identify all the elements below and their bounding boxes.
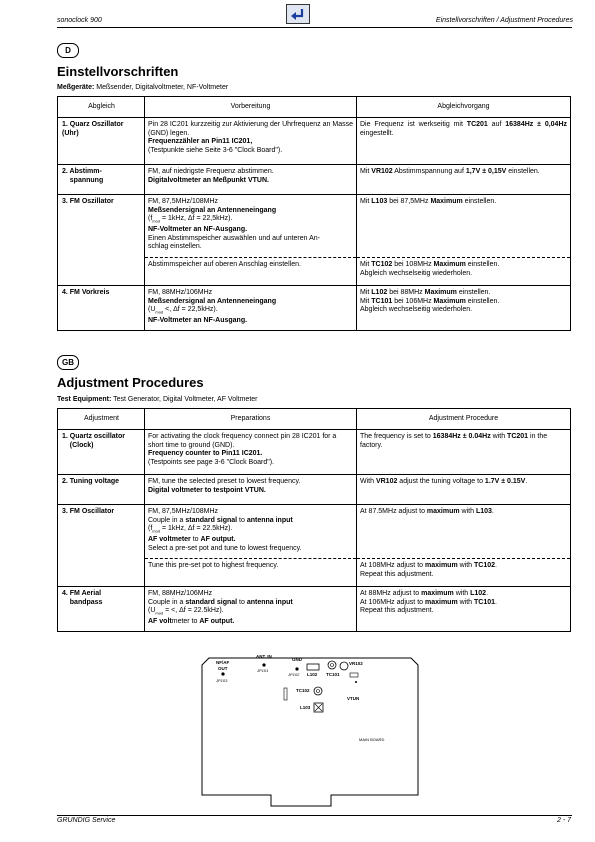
equipment-de: Meßgeräte: Meßsender, Digitalvoltmeter, NF-Voltmeter	[57, 84, 229, 91]
label-tc101: TC101	[326, 672, 340, 677]
label-nf-af: NF/AF	[216, 660, 230, 665]
label-main-board: MAIN BOARD	[359, 737, 385, 742]
main-board-diagram	[201, 654, 419, 807]
table-row	[58, 430, 571, 475]
preparation-cell: Pin 28 IC201 kurzzeitig zur Aktivierung der Uhrfrequenz an Masse (GND) legen. Frequenzzähler an Pin11 IC201, (Testpunkte siehe Seite 3-6 "Clock Board").	[145, 118, 357, 165]
preparation-cell: FM, 88MHz/106MHz Couple in a standard signal to antenna input ($U_{mod}$ = <, Δf = 22.5kHz). AF voltmeter to AF output.	[145, 587, 357, 632]
label-vr102: VR102	[349, 661, 363, 666]
label-gnd: GND	[292, 657, 302, 662]
header-left: sonoclock 900	[57, 17, 102, 24]
procedure-cell: With VR102 adjust the tuning voltage to 1.7V ± 0.15V.	[357, 475, 571, 505]
preparation-cell: FM, 88MHz/106MHz Meßsendersignal an Antenneneingang ($U_{mod}$ <, Δf = 22,5kHz). NF-Voltmeter an NF-Ausgang.	[145, 286, 357, 331]
table-row	[58, 195, 571, 286]
label-jp103: JP103	[216, 678, 228, 683]
section-title-de: Einstellvorschriften	[57, 64, 179, 79]
adjustment-table-gb	[57, 408, 571, 632]
procedure-cell: At 88MHz adjust to maximum with L102. At 106MHz adjust to maximum with TC101. Repeat this adjustment.	[357, 587, 571, 632]
adjustment-table-de	[57, 96, 571, 331]
procedure-cell: At 87.5MHz adjust to maximum with L103. At 108MHz adjust to maximum with TC102. Repeat this adjustment.	[357, 505, 571, 587]
preparation-cell: For activating the clock frequency connect pin 28 IC201 for a short time to ground (GND). Frequency counter to Pin11 IC201. (Testpoints see page 3-6 "Clock Board").	[145, 430, 357, 475]
preparation-cell: FM, 87,5MHz/108MHz Couple in a standard signal to antenna input ($f_{mod} = 1kHz$, Δf = 22.5kHz). AF voltmeter to AF output. Select a pre-set pot and tune to lowest frequency. Tune this pre-set pot to highest frequency.	[145, 505, 357, 587]
preparation-cell: FM, tune the selected preset to lowest frequency. Digital voltmeter to testpoint VTUN.	[145, 475, 357, 505]
row-name: 4. FM Aerial bandpass	[58, 587, 145, 632]
column-header: Preparations	[145, 409, 357, 430]
table-row	[58, 587, 571, 632]
procedure-cell: Mit VR102 Abstimmspannung auf 1,7V ± 0,15V einstellen.	[357, 165, 571, 195]
label-l102: L102	[307, 672, 318, 677]
preparation-cell: FM, 87,5MHz/108MHz Meßsendersignal an Antenneneingang ($f_{mod} = 1kHz$, Δf = 22,5kHz). NF-Voltmeter an NF-Ausgang. Einen Abstimmspeicher auswählen und auf unteren An- schlag einstellen. Abstimmspeicher auf oberen Anschlag einstellen.	[145, 195, 357, 286]
language-badge-gb: GB	[57, 355, 79, 370]
row-name: 2. Tuning voltage	[58, 475, 145, 505]
row-name: 1. Quartz oscillator (Clock)	[58, 430, 145, 475]
table-row	[58, 165, 571, 195]
label-l103: L103	[300, 705, 311, 710]
column-header: Abgleich	[58, 97, 145, 118]
table-row	[58, 286, 571, 331]
back-button[interactable]	[286, 4, 310, 24]
label-out: OUT	[218, 666, 228, 671]
procedure-cell: Die Frequenz ist werkseitig mit TC201 auf 16384Hz ± 0,04Hz eingestellt.	[357, 118, 571, 165]
column-header: Adjustment Procedure	[357, 409, 571, 430]
header-right: Einstellvorschriften / Adjustment Procedures	[435, 17, 573, 24]
row-name: 2. Abstimm- spannung	[58, 165, 145, 195]
column-header: Vorbereitung	[145, 97, 357, 118]
equipment-gb: Test Equipment: Test Generator, Digital Voltmeter, AF Voltmeter	[57, 396, 258, 403]
return-arrow-icon	[287, 5, 309, 23]
procedure-cell: Mit L103 bei 87,5MHz Maximum einstellen. Mit TC102 bei 108MHz Maximum einstellen. Abgleich wechselseitig wiederholen.	[357, 195, 571, 286]
label-tc102: TC102	[296, 688, 310, 693]
table-row	[58, 475, 571, 505]
row-name: 1. Quarz Oszillator (Uhr)	[58, 118, 145, 165]
table-row	[58, 118, 571, 165]
label-jp101: JP101	[257, 668, 269, 673]
board-outline	[201, 657, 419, 807]
column-header: Abgleichvorgang	[357, 97, 571, 118]
footer-rule	[57, 815, 572, 816]
procedure-cell: Mit L102 bei 88MHz Maximum einstellen. Mit TC101 bei 106MHz Maximum einstellen. Abgleich wechselseitig wiederholen.	[357, 286, 571, 331]
procedure-cell: The frequency is set to 16384Hz ± 0.04Hz with TC201 in the factory.	[357, 430, 571, 475]
column-header: Adjustment	[58, 409, 145, 430]
row-name: 3. FM Oszillator	[58, 195, 145, 286]
row-name: 3. FM Oscillator	[58, 505, 145, 587]
section-title-gb: Adjustment Procedures	[57, 375, 204, 390]
table-row	[58, 505, 571, 587]
footer-page-number: 2 - 7	[556, 817, 571, 824]
label-ant-in: ANT. IN	[256, 654, 272, 659]
footer-left: GRUNDIG Service	[57, 817, 116, 824]
preparation-cell: FM, auf niedrigste Frequenz abstimmen. Digitalvoltmeter an Meßpunkt VTUN.	[145, 165, 357, 195]
language-badge-d: D	[57, 43, 79, 58]
label-vtun: VTUN	[347, 696, 360, 701]
label-jp102: JP102	[288, 672, 300, 677]
header-rule	[57, 27, 572, 28]
row-name: 4. FM Vorkreis	[58, 286, 145, 331]
